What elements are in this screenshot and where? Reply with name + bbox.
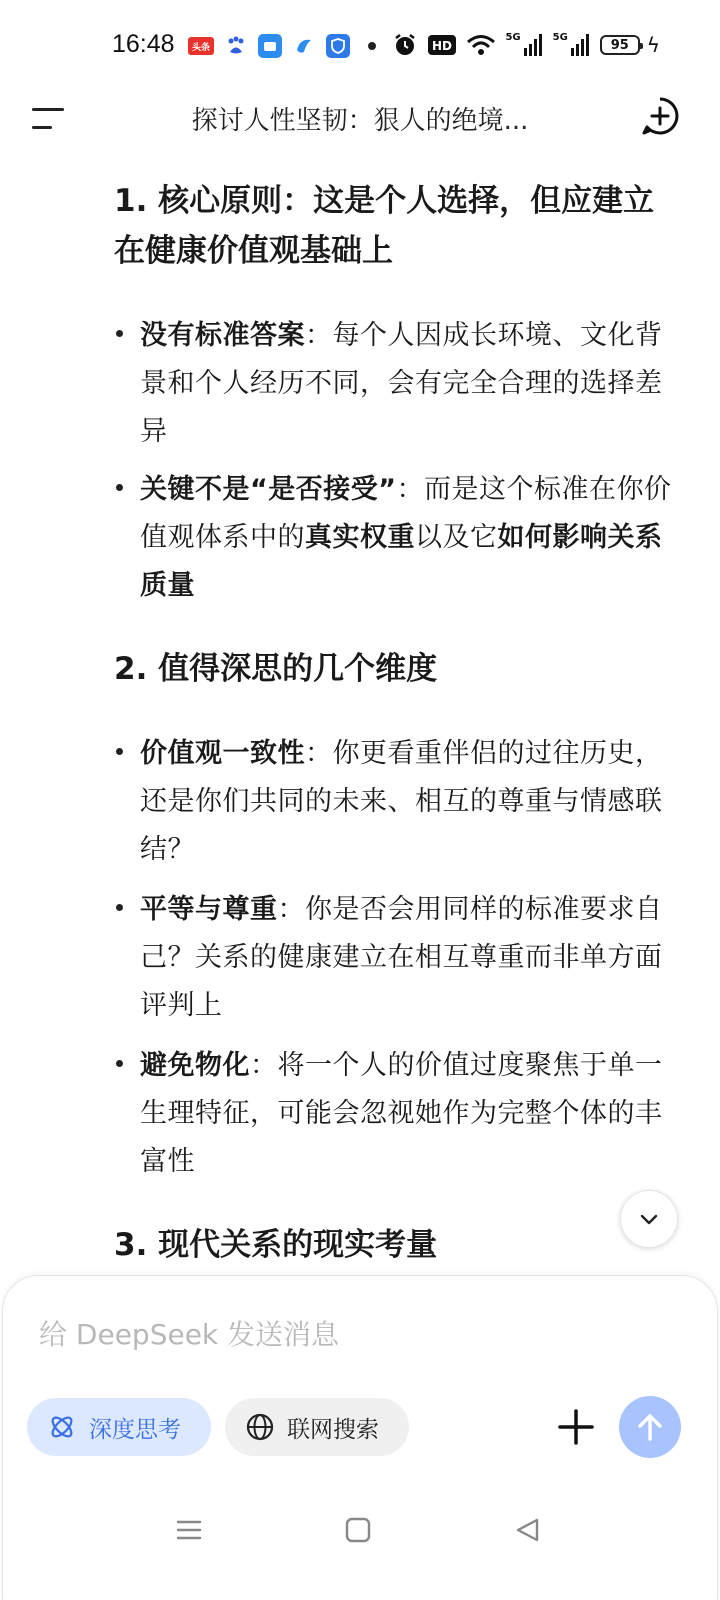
atom-icon <box>47 1412 77 1442</box>
square-icon <box>341 1513 375 1547</box>
chat-header <box>0 96 720 140</box>
list-item <box>114 312 674 456</box>
recent-apps-button[interactable] <box>172 1513 206 1547</box>
app-icon-blue <box>258 34 282 58</box>
deep-think-label: 深度思考 <box>89 1416 181 1443</box>
network-type-2: 5G <box>552 31 568 43</box>
chat-title[interactable]: 探讨人性坚韧：狠人的绝境... <box>191 106 529 136</box>
scroll-to-bottom-button[interactable] <box>620 1190 678 1248</box>
list-item <box>114 466 674 610</box>
baidu-icon <box>224 34 248 58</box>
item-emphasis: 如何影响关系质量 <box>140 522 663 601</box>
new-chat-button[interactable] <box>640 96 680 136</box>
section-heading-2: 2. 值得深思的几个维度 <box>114 651 438 687</box>
chevron-down-icon <box>637 1207 661 1231</box>
item-text: 以及它 <box>415 522 498 553</box>
web-search-label: 联网搜索 <box>287 1416 379 1443</box>
bullet-dot <box>116 484 123 491</box>
plus-circle-icon <box>640 96 680 136</box>
notification-icons <box>188 34 376 58</box>
hd-icon <box>427 34 457 56</box>
app-icon-swirl <box>292 34 316 58</box>
menu-button[interactable] <box>30 102 70 132</box>
section-heading-1: 1. 核心原则：这是个人选择，但应建立在健康价值观基础上 <box>114 183 655 269</box>
item-text: ：你更看重伴侣的过往历史，还是你们共同的未来、相互的尊重与情感联结？ <box>140 738 663 865</box>
item-text: ：将一个人的价值过度聚焦于单一生理特征，可能会忽视她作为完整个体的丰富性 <box>140 1050 663 1177</box>
system-icons <box>392 32 660 58</box>
item-text: ：每个人因成长环境、文化背景和个人经历不同，会有完全合理的选择差异 <box>140 320 663 447</box>
web-search-toggle[interactable] <box>225 1398 409 1456</box>
toutiao-icon: 头条 <box>188 37 214 55</box>
shield-icon <box>326 34 350 58</box>
svg-text:HD: HD <box>432 39 453 53</box>
home-button[interactable] <box>341 1513 375 1547</box>
system-nav-bar <box>0 1505 720 1555</box>
wifi-icon <box>466 33 496 57</box>
item-text: ：你是否会用同样的标准要求自己？关系的健康建立在相互尊重而非单方面评判上 <box>140 894 663 1021</box>
bullet-dot <box>116 748 123 755</box>
bullet-dot <box>116 330 123 337</box>
list-item <box>114 1042 674 1186</box>
item-title: 关键不是“是否接受” <box>140 474 397 505</box>
bullet-dot <box>116 904 123 911</box>
item-text: ：而是这个标准在你价值观体系中的 <box>140 474 672 553</box>
attach-button[interactable] <box>555 1406 597 1448</box>
more-notifications-dot <box>368 42 376 50</box>
signal-icon-1 <box>524 34 544 56</box>
menu-icon <box>32 108 64 111</box>
triangle-back-icon <box>510 1513 544 1547</box>
send-button[interactable] <box>619 1396 681 1458</box>
menu-lines-icon <box>172 1513 206 1547</box>
arrow-up-icon <box>633 1410 667 1444</box>
battery-indicator: 95 <box>600 35 640 55</box>
signal-icon-2 <box>571 34 591 56</box>
message-input[interactable] <box>39 1314 639 1354</box>
network-type-1: 5G <box>505 31 521 43</box>
item-title: 平等与尊重 <box>140 894 278 925</box>
section-heading-3: 3. 现代关系的现实考量 <box>114 1227 438 1263</box>
globe-icon <box>245 1412 275 1442</box>
item-title: 没有标准答案 <box>140 320 305 351</box>
list-item <box>114 886 674 1030</box>
status-time: 16:48 <box>112 30 175 58</box>
message-content <box>0 170 720 1290</box>
bullet-dot <box>116 1060 123 1067</box>
item-emphasis: 真实权重 <box>305 522 415 553</box>
item-title: 价值观一致性 <box>140 738 305 769</box>
item-title: 避免物化 <box>140 1050 250 1081</box>
alarm-icon <box>392 32 418 58</box>
list-item <box>114 730 674 874</box>
charging-icon: ϟ <box>646 33 660 57</box>
status-bar <box>0 0 720 96</box>
plus-icon <box>555 1406 597 1448</box>
back-button[interactable] <box>510 1513 544 1547</box>
deep-think-toggle[interactable] <box>27 1398 211 1456</box>
